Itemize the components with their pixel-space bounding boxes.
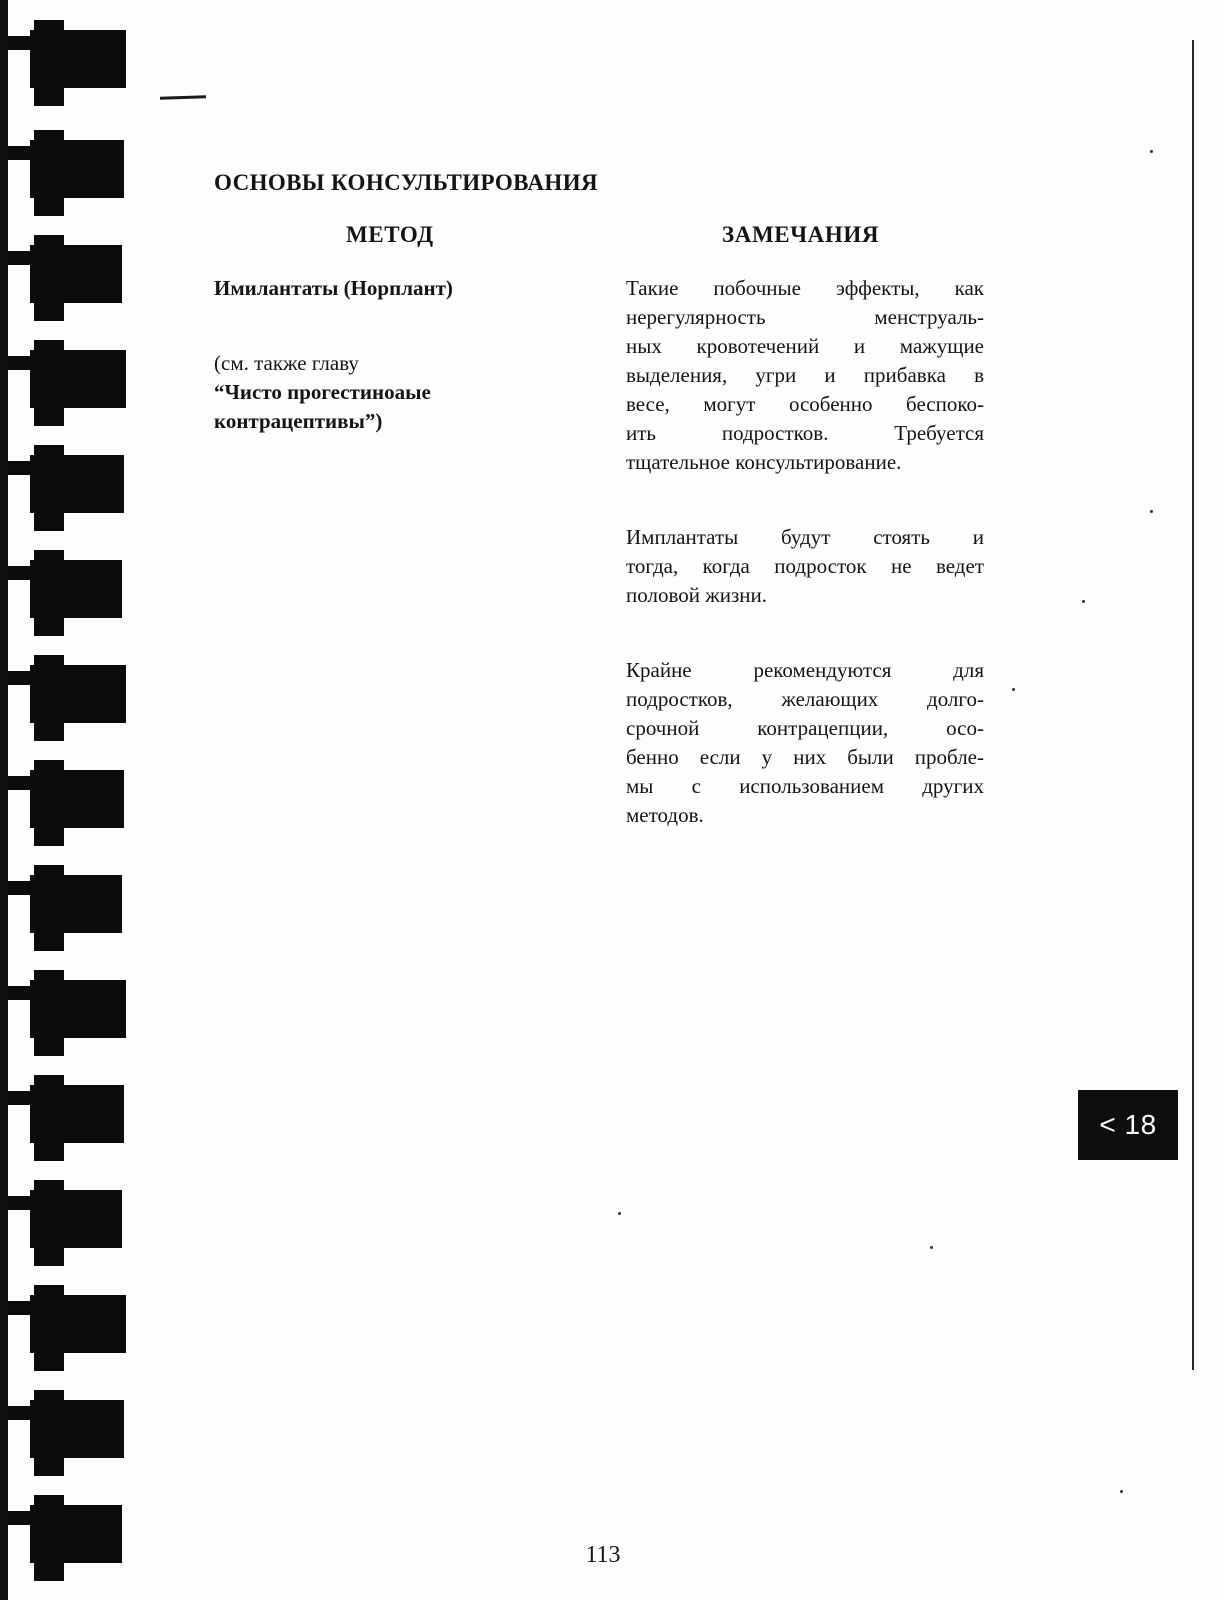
- scan-speck: [1082, 600, 1085, 603]
- binding-coil: [34, 1180, 64, 1266]
- binding-coil: [34, 235, 64, 321]
- scan-speck: [1150, 150, 1153, 153]
- note-line: Крайне рекомендуются для: [626, 658, 984, 682]
- scan-speck: [1120, 1490, 1123, 1493]
- binding-coil: [8, 356, 34, 370]
- binding-coil: [8, 1406, 34, 1420]
- binding-coil: [8, 36, 34, 50]
- note-line: мы с использованием других: [626, 774, 984, 798]
- reference-line: контрацептивы”): [214, 409, 383, 433]
- binding-coil: [34, 20, 64, 106]
- note-paragraph: [626, 274, 984, 477]
- reference-line: (см. также главу: [214, 351, 359, 375]
- note-line: Имплантаты будут стоять и: [626, 525, 984, 549]
- right-edge-rule: [1192, 40, 1194, 1370]
- binding-coil: [34, 1285, 64, 1371]
- note-line: бенно если у них были пробле-: [626, 745, 984, 769]
- note-paragraph: [626, 523, 984, 610]
- scan-speck: [930, 1246, 933, 1249]
- note-line: весе, могут особенно беспоко-: [626, 392, 984, 416]
- note-paragraph: [626, 656, 984, 830]
- binding-coil: [8, 986, 34, 1000]
- note-line: Такие побочные эффекты, как: [626, 276, 984, 300]
- binding-coil: [8, 1301, 34, 1315]
- binding-coil: [8, 1511, 34, 1525]
- note-line: выделения, угри и прибавка в: [626, 363, 984, 387]
- corner-mark: [160, 95, 206, 100]
- method-reference: [214, 349, 544, 436]
- binding-coil: [34, 445, 64, 531]
- note-line: ить подростков. Требуется: [626, 421, 984, 445]
- binding-coil: [34, 340, 64, 426]
- binding-coil: [34, 1390, 64, 1476]
- spiral-binding: [0, 0, 140, 1600]
- binding-coil: [34, 760, 64, 846]
- binding-coil: [34, 655, 64, 741]
- column-header-notes: ЗАМЕЧАНИЯ: [722, 222, 880, 247]
- binding-coil: [8, 566, 34, 580]
- binding-edge: [0, 0, 8, 1600]
- age-tab: < 18: [1078, 1090, 1178, 1160]
- method-column: [214, 274, 544, 436]
- binding-coil: [8, 776, 34, 790]
- page-number: 113: [585, 1542, 621, 1568]
- note-line: ных кровотечений и мажущие: [626, 334, 984, 358]
- reference-line: “Чисто прогестиноаые: [214, 380, 431, 404]
- binding-coil: [8, 1091, 34, 1105]
- binding-coil: [34, 1495, 64, 1581]
- binding-coil: [8, 251, 34, 265]
- binding-coil: [8, 1196, 34, 1210]
- method-name: Имилантаты (Норплант): [214, 276, 453, 300]
- note-line: тщательное консультирование.: [626, 450, 902, 474]
- note-line: срочной контрацепции, осо-: [626, 716, 984, 740]
- binding-coil: [34, 1075, 64, 1161]
- binding-coil: [8, 881, 34, 895]
- note-line: методов.: [626, 803, 704, 827]
- column-header-method: МЕТОД: [346, 222, 434, 247]
- scan-speck: [618, 1212, 621, 1215]
- binding-coil: [34, 130, 64, 216]
- binding-coil: [8, 461, 34, 475]
- note-line: нерегулярность менструаль-: [626, 305, 984, 329]
- note-line: тогда, когда подросток не ведет: [626, 554, 984, 578]
- notes-column: [626, 274, 984, 830]
- section-title: ОСНОВЫ КОНСУЛЬТИРОВАНИЯ: [214, 170, 599, 195]
- note-line: подростков, желающих долго-: [626, 687, 984, 711]
- scan-speck: [1012, 688, 1015, 691]
- scan-speck: [1150, 510, 1153, 513]
- binding-coil: [8, 146, 34, 160]
- binding-coil: [8, 671, 34, 685]
- binding-coil: [34, 865, 64, 951]
- note-line: половой жизни.: [626, 583, 767, 607]
- binding-coil: [34, 550, 64, 636]
- binding-coil: [34, 970, 64, 1056]
